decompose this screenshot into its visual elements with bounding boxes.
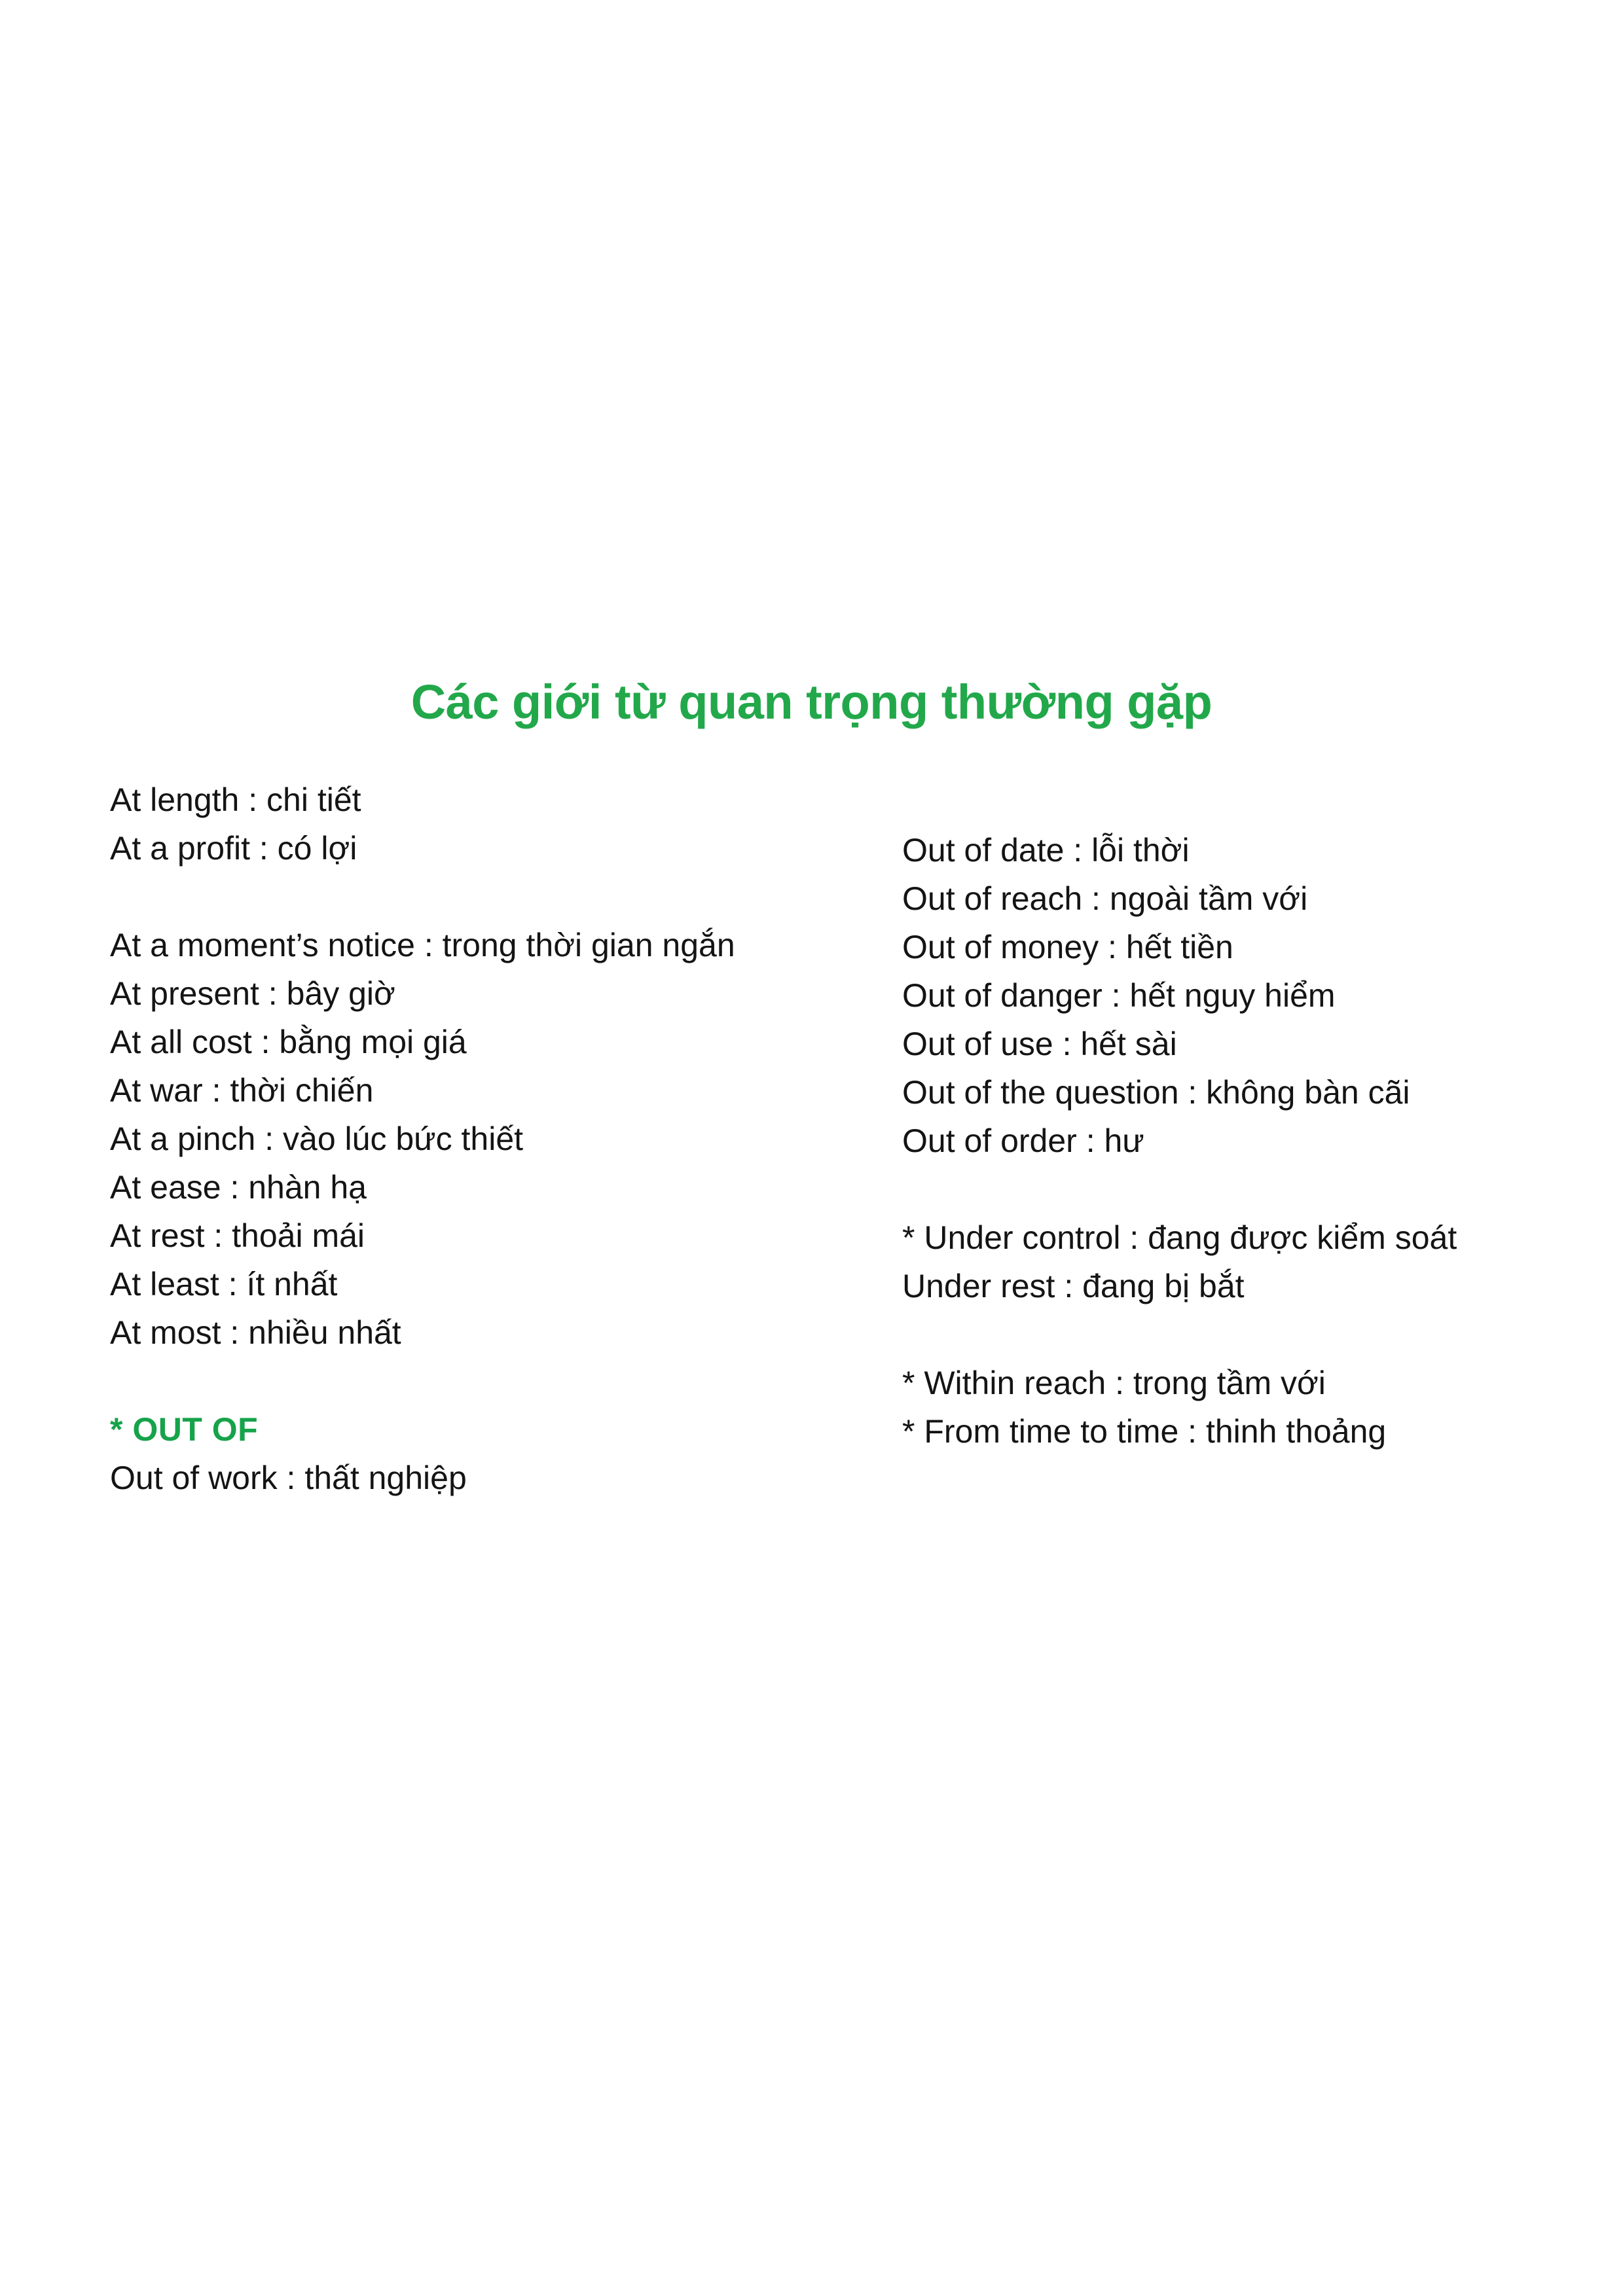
list-item: At present : bây giờ [110, 975, 395, 1012]
list-item: At a pinch : vào lúc bức thiết [110, 1121, 524, 1157]
list-item: * From time to time : thinh thoảng [902, 1413, 1387, 1450]
list-item: At ease : nhàn hạ [110, 1169, 367, 1206]
list-item: Out of the question : không bàn cãi [902, 1074, 1410, 1111]
list-item: Out of reach : ngoài tầm với [902, 880, 1308, 917]
list-item: At a profit : có lợi [110, 830, 357, 867]
list-item: Out of work : thất nghiệp [110, 1460, 467, 1496]
paragraph-spacer [110, 872, 817, 921]
list-item: Out of order : hư [902, 1122, 1144, 1159]
list-item: Out of money : hết tiền [902, 929, 1233, 965]
page-title: Các giới từ quan trọng thường gặp [410, 675, 1213, 729]
list-item: At most : nhiều nhất [110, 1314, 401, 1351]
list-item: * Under control : đang được kiểm soát [902, 1219, 1457, 1256]
list-item: Out of danger : hết nguy hiểm [902, 977, 1336, 1014]
section-heading-out-of: * OUT OF [110, 1411, 259, 1448]
paragraph-spacer [110, 1357, 817, 1405]
right-column [902, 826, 1563, 1456]
list-item: At rest : thoải mái [110, 1217, 365, 1254]
list-item: Under rest : đang bị bắt [902, 1268, 1245, 1304]
list-item: Out of date : lỗi thời [902, 832, 1190, 869]
list-item: At war : thời chiến [110, 1072, 374, 1109]
list-item: * Within reach : trong tầm với [902, 1365, 1326, 1401]
list-item: Out of use : hết sài [902, 1026, 1177, 1062]
list-item: At length : chi tiết [110, 781, 361, 818]
list-item: At a moment’s notice : trong thời gian ngắn [110, 927, 735, 963]
paragraph-spacer [902, 1165, 1563, 1213]
list-item: At all cost : bằng mọi giá [110, 1024, 467, 1060]
paragraph-spacer [902, 1310, 1563, 1359]
left-column [110, 776, 817, 1502]
list-item: At least : ít nhất [110, 1266, 338, 1302]
